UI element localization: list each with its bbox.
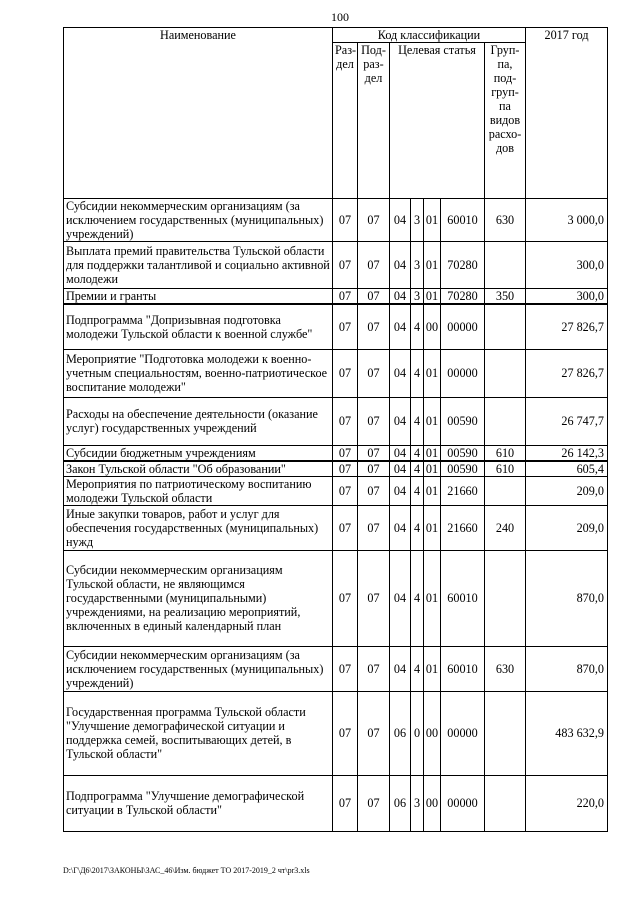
row-name: Субсидии некоммерческим организациям (за исключением государственных (муниципальных) учреждений) — [64, 199, 333, 242]
row-amount: 209,0 — [526, 476, 608, 505]
table-row — [64, 476, 608, 505]
row-subsection: 07 — [358, 775, 390, 831]
row-article-program: 04 — [390, 349, 411, 397]
row-subsection: 07 — [358, 691, 390, 775]
row-article-direction: 00590 — [441, 397, 485, 445]
row-amount: 300,0 — [526, 242, 608, 289]
row-article-event: 00 — [424, 775, 441, 831]
row-name: Субсидии некоммерческим организациям Тульской области, не являющимся государственными (муниципальными) учреждениями, на реализацию мероприятий, включенных в единый календарный план — [64, 550, 333, 646]
row-article-subprogram: 3 — [411, 199, 424, 242]
row-article-event: 01 — [424, 349, 441, 397]
row-amount: 26 142,3 — [526, 445, 608, 461]
row-article-direction: 21660 — [441, 476, 485, 505]
row-article-direction: 00590 — [441, 461, 485, 477]
table-row — [64, 304, 608, 349]
row-name: Закон Тульской области "Об образовании" — [64, 461, 333, 477]
table-row — [64, 775, 608, 831]
row-section: 07 — [333, 775, 358, 831]
row-article-event: 01 — [424, 199, 441, 242]
row-expense-type: 630 — [485, 646, 526, 691]
row-subsection: 07 — [358, 476, 390, 505]
row-article-program: 04 — [390, 646, 411, 691]
row-amount: 605,4 — [526, 461, 608, 477]
row-article-program: 06 — [390, 691, 411, 775]
row-article-event: 01 — [424, 289, 441, 305]
row-name: Подпрограмма "Улучшение демографической ситуации в Тульской области" — [64, 775, 333, 831]
header-name: Наименование — [64, 28, 333, 199]
row-article-event: 01 — [424, 550, 441, 646]
row-expense-type: 610 — [485, 461, 526, 477]
row-subsection: 07 — [358, 304, 390, 349]
table-row — [64, 550, 608, 646]
table-row — [64, 691, 608, 775]
row-article-subprogram: 4 — [411, 304, 424, 349]
row-section: 07 — [333, 550, 358, 646]
row-section: 07 — [333, 505, 358, 550]
footer-file-path: D:\Г\Д6\2017\ЗАКОНЫ\ЗАС_46\Изм. бюджет ТО 2017-2019_2 чт\pr3.xls — [63, 866, 310, 875]
row-article-program: 04 — [390, 199, 411, 242]
table-row — [64, 242, 608, 289]
table-row — [64, 646, 608, 691]
row-amount: 483 632,9 — [526, 691, 608, 775]
row-expense-type — [485, 304, 526, 349]
header-classification-code: Код классификации — [333, 28, 526, 43]
row-article-subprogram: 4 — [411, 646, 424, 691]
table-row — [64, 349, 608, 397]
row-article-direction: 00000 — [441, 349, 485, 397]
row-amount: 27 826,7 — [526, 304, 608, 349]
header-expense-type-group: Груп- па, под- груп- па видов расхо- дов — [485, 43, 526, 199]
row-subsection: 07 — [358, 289, 390, 305]
row-article-direction: 21660 — [441, 505, 485, 550]
row-section: 07 — [333, 397, 358, 445]
row-name: Субсидии бюджетным учреждениям — [64, 445, 333, 461]
row-article-subprogram: 3 — [411, 242, 424, 289]
row-expense-type — [485, 397, 526, 445]
row-expense-type: 240 — [485, 505, 526, 550]
row-section: 07 — [333, 461, 358, 477]
row-article-event: 01 — [424, 461, 441, 477]
row-amount: 300,0 — [526, 289, 608, 305]
row-subsection: 07 — [358, 550, 390, 646]
row-article-event: 01 — [424, 445, 441, 461]
row-article-program: 04 — [390, 505, 411, 550]
row-name: Расходы на обеспечение деятельности (оказание услуг) государственных учреждений — [64, 397, 333, 445]
row-expense-type: 610 — [485, 445, 526, 461]
row-article-program: 04 — [390, 304, 411, 349]
budget-table — [63, 27, 608, 832]
row-expense-type: 630 — [485, 199, 526, 242]
row-article-subprogram: 3 — [411, 289, 424, 305]
table-row — [64, 461, 608, 477]
row-subsection: 07 — [358, 397, 390, 445]
row-section: 07 — [333, 289, 358, 305]
row-section: 07 — [333, 445, 358, 461]
row-article-subprogram: 4 — [411, 349, 424, 397]
row-name: Выплата премий правительства Тульской области для поддержки талантливой и социально активной молодежи — [64, 242, 333, 289]
row-subsection: 07 — [358, 242, 390, 289]
row-amount: 26 747,7 — [526, 397, 608, 445]
row-name: Премии и гранты — [64, 289, 333, 305]
row-subsection: 07 — [358, 461, 390, 477]
row-name: Иные закупки товаров, работ и услуг для обеспечения государственных (муниципальных) нужд — [64, 505, 333, 550]
row-expense-type — [485, 775, 526, 831]
row-subsection: 07 — [358, 505, 390, 550]
row-article-subprogram: 4 — [411, 461, 424, 477]
row-section: 07 — [333, 242, 358, 289]
row-expense-type — [485, 242, 526, 289]
row-article-direction: 00590 — [441, 445, 485, 461]
row-article-subprogram: 4 — [411, 445, 424, 461]
row-article-direction: 00000 — [441, 691, 485, 775]
row-subsection: 07 — [358, 199, 390, 242]
row-article-subprogram: 4 — [411, 476, 424, 505]
row-article-program: 04 — [390, 397, 411, 445]
row-name: Мероприятие "Подготовка молодежи к военно-учетным специальностям, военно-патриотическое воспитание молодежи" — [64, 349, 333, 397]
row-article-direction: 70280 — [441, 289, 485, 305]
row-amount: 220,0 — [526, 775, 608, 831]
row-article-subprogram: 3 — [411, 775, 424, 831]
row-name: Государственная программа Тульской области "Улучшение демографической ситуации и поддержка семей, воспитывающих детей, в Тульской области" — [64, 691, 333, 775]
row-article-program: 04 — [390, 289, 411, 305]
row-article-event: 00 — [424, 691, 441, 775]
row-section: 07 — [333, 691, 358, 775]
row-article-program: 04 — [390, 242, 411, 289]
header-target-article: Целевая статья — [390, 43, 485, 58]
row-section: 07 — [333, 646, 358, 691]
row-expense-type — [485, 550, 526, 646]
header-section: Раз- дел — [333, 43, 358, 199]
row-expense-type — [485, 476, 526, 505]
header-subsection: Под- раз- дел — [358, 43, 390, 199]
row-article-program: 04 — [390, 476, 411, 505]
row-subsection: 07 — [358, 445, 390, 461]
page-number: 100 — [331, 10, 349, 24]
row-article-subprogram: 4 — [411, 505, 424, 550]
row-name: Субсидии некоммерческим организациям (за исключением государственных (муниципальных) учреждений) — [64, 646, 333, 691]
header-target-article-spacer — [390, 58, 485, 199]
row-section: 07 — [333, 349, 358, 397]
row-article-subprogram: 4 — [411, 550, 424, 646]
row-article-direction: 60010 — [441, 550, 485, 646]
row-article-event: 00 — [424, 304, 441, 349]
row-amount: 3 000,0 — [526, 199, 608, 242]
row-amount: 209,0 — [526, 505, 608, 550]
row-article-subprogram: 0 — [411, 691, 424, 775]
row-section: 07 — [333, 199, 358, 242]
row-article-direction: 60010 — [441, 646, 485, 691]
row-subsection: 07 — [358, 349, 390, 397]
row-amount: 27 826,7 — [526, 349, 608, 397]
row-article-program: 04 — [390, 461, 411, 477]
row-article-direction: 00000 — [441, 775, 485, 831]
row-article-subprogram: 4 — [411, 397, 424, 445]
row-article-program: 06 — [390, 775, 411, 831]
row-article-event: 01 — [424, 476, 441, 505]
row-article-event: 01 — [424, 397, 441, 445]
row-expense-type — [485, 691, 526, 775]
row-expense-type — [485, 349, 526, 397]
row-expense-type: 350 — [485, 289, 526, 305]
row-article-event: 01 — [424, 646, 441, 691]
table-row — [64, 505, 608, 550]
table-row — [64, 289, 608, 305]
row-article-direction: 60010 — [441, 199, 485, 242]
row-article-direction: 70280 — [441, 242, 485, 289]
row-article-direction: 00000 — [441, 304, 485, 349]
row-article-program: 04 — [390, 550, 411, 646]
row-amount: 870,0 — [526, 646, 608, 691]
header-year: 2017 год — [526, 28, 608, 199]
row-article-event: 01 — [424, 505, 441, 550]
row-article-program: 04 — [390, 445, 411, 461]
row-subsection: 07 — [358, 646, 390, 691]
row-article-event: 01 — [424, 242, 441, 289]
row-name: Подпрограмма "Допризывная подготовка молодежи Тульской области к военной службе" — [64, 304, 333, 349]
row-section: 07 — [333, 304, 358, 349]
table-row — [64, 199, 608, 242]
table-row — [64, 445, 608, 461]
row-amount: 870,0 — [526, 550, 608, 646]
row-section: 07 — [333, 476, 358, 505]
table-row — [64, 397, 608, 445]
row-name: Мероприятия по патриотическому воспитанию молодежи Тульской области — [64, 476, 333, 505]
